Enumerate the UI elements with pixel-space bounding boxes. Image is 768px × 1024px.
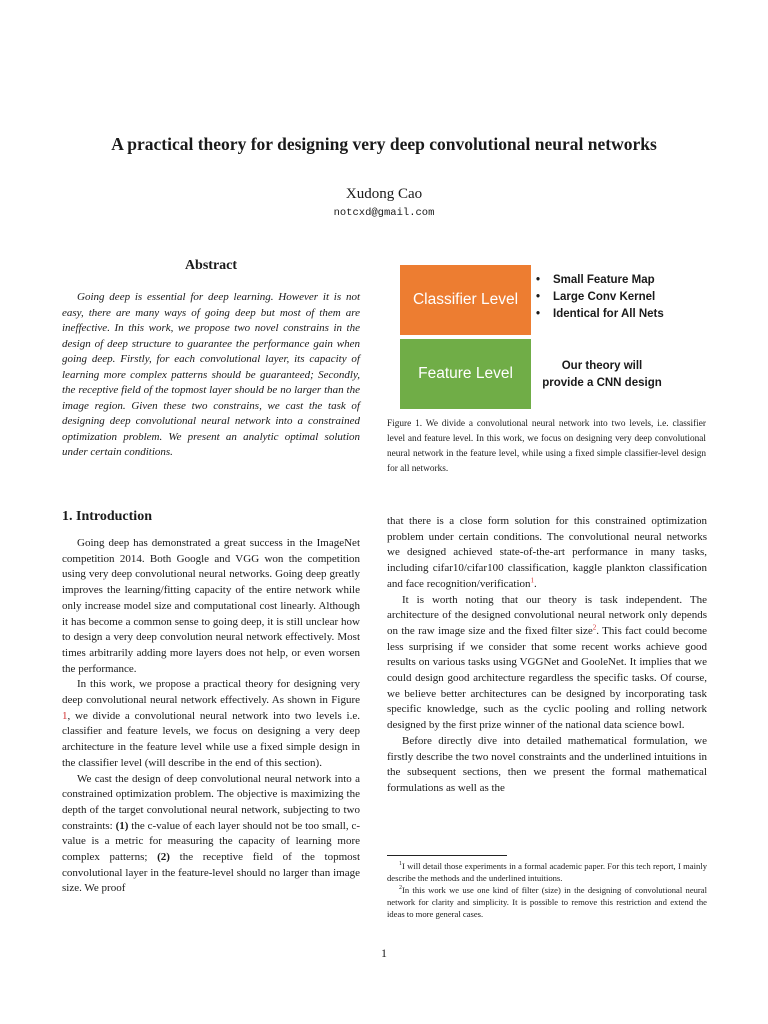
abstract-text: Going deep is essential for deep learning. However it is not easy, there are many ways of going deep but most of them are ineffective. In this work, we propose two novel constrains in the design of deep structure to guarantee the performance gain when going deep. Firstly, for each convolutional layer, its capacity of learning more complex patterns should be guaranteed; Secondly, the receptive field of the topmost layer should be no larger than the image region. Given these two constrains, we cast the task of designing deep convolutional neural network into a constrained optimization problem. We present an analytic optimal solution under certain conditions. <box>62 291 360 458</box>
footnote-1-number: 1 <box>399 861 402 868</box>
figure-1 <box>386 262 706 412</box>
footnote-2-text: In this work we use one kind of filter (size) in the designing of convolutional neural network for clarity and simplicity. It is possible to remove this restriction and extend the ideas to more general cases. <box>387 885 707 919</box>
intro-paragraph-2 <box>62 677 360 771</box>
footnote-divider <box>387 855 507 856</box>
intro-paragraph-5-text-a: It is worth noting that our theory is task independent. The architecture of the designed convolutional neural network only depends on the raw image size and the fixed filter size <box>387 593 707 637</box>
intro-paragraph-1: Going deep has demonstrated a great success in the ImageNet competition 2014. Both Google and VGG won the competition using very deep convolutional neural networks. Going deep greatly improves the learning/fitting capacity of the entire network while only increase model size and computational cost linearly. Although it has become a common sense to going deep, it is still unclear how to design a very deep convolution neural network effectively. Most times arbitrarily adding more layers does not help, or even worsen the performance. <box>62 537 360 675</box>
intro-paragraph-2-text-b: , we divide a convolutional neural network into two levels i.e. classifier and feature levels, we focus on designing a very deep architecture in the feature level while use a fixed simple design in the classifier level (will describe in the end of this section). <box>62 709 360 769</box>
footnotes <box>387 860 707 920</box>
figure-reference-link[interactable]: 1 <box>62 709 68 722</box>
theory-note-line-1: Our theory will <box>561 360 643 372</box>
classifier-level-box: Classifier Level <box>400 265 531 335</box>
bullet-identical-for-all-nets: • Identical for All Nets <box>536 306 706 323</box>
author-email: notcxd@gmail.com <box>333 207 435 219</box>
constraint-2-marker: (2) <box>157 851 170 864</box>
intro-paragraph-4-text-a: that there is a close form solution for this constrained optimization problem under certain conditions. The convolutional neural networks we designed achieved state-of-the-art performance in many tasks, including cifar10/cifar100 classification, kaggle plankton classification and face recognition/verification <box>387 515 707 590</box>
classifier-properties-list <box>536 272 706 323</box>
footnote-1-text: I will detail those experiments in a formal academic paper. For this tech report, I mainly describe the methods and the underlined intuitions. <box>387 861 707 883</box>
feature-level-box: Feature Level <box>400 339 531 409</box>
footnote-1-link[interactable]: 1 <box>530 576 535 585</box>
theory-note-line-2: provide a CNN design <box>542 377 662 389</box>
left-column <box>62 506 360 897</box>
intro-paragraph-4-text-b: . <box>534 577 537 590</box>
author-name: Xudong Cao <box>345 186 423 202</box>
intro-paragraph-2-text-a: In this work, we propose a practical theory for designing very deep convolutional neural network effectively. As shown in Figure <box>62 678 360 707</box>
paper-title: A practical theory for designing very deep convolutional neural networks <box>111 134 657 154</box>
right-column <box>387 514 707 797</box>
page-number: 1 <box>381 946 387 960</box>
intro-paragraph-3 <box>62 772 360 898</box>
footnote-2-number: 2 <box>399 885 402 892</box>
intro-paragraph-3-text-a: We cast the design of deep convolutional neural network into a constrained optimization problem. The objective is maximizing the depth of the target convolutional neural network, subjecting to two constraints: <box>62 772 360 832</box>
abstract-heading: Abstract <box>184 258 238 273</box>
intro-paragraph-3-text-c: the receptive field of the topmost convolutional layer in the feature-level should no larger than image size. We proof <box>62 851 360 895</box>
theory-note <box>538 358 666 392</box>
intro-paragraph-4 <box>387 514 707 593</box>
intro-paragraph-3-text-b: the c-value of each layer should not be too small, c-value is a metric for measuring the capacity of learning more complex patterns; <box>62 819 361 864</box>
bullet-small-feature-map: • Small Feature Map <box>536 272 706 289</box>
bullet-large-conv-kernel: • Large Conv Kernel <box>536 289 706 306</box>
intro-paragraph-6: Before directly dive into detailed mathematical formulation, we firstly describe the two novel constraints and the underlined intuitions in the subsequent sections, then we present the formal mathematical formulations as well as the <box>387 734 707 794</box>
footnote-2 <box>387 884 707 920</box>
footnote-1 <box>387 860 707 884</box>
figure-caption: Figure 1. We divide a convolutional neural network into two levels, i.e. classifier level and feature level. In this work, we focus on designing very deep convolutional neural network in the feature level, while using a fixed simple classifier-level design for all networks. <box>387 419 706 474</box>
intro-paragraph-5-text-b: . This fact could become less surprising if we consider that some recent works achieve good results on various tasks using VGGNet and GooleNet. It implies that we could design good architecture regardless the specific tasks. Of course, we believe better architectures can be designed by incorporating task specific knowledge, such as the cyclic pooling and rolling network designed by the first prize winner of the national data science bowl. <box>387 624 708 732</box>
intro-paragraph-5 <box>387 593 707 734</box>
footnote-2-link[interactable]: 2 <box>592 623 597 632</box>
section-heading-introduction: 1. Introduction <box>62 509 152 524</box>
constraint-1-marker: (1) <box>115 819 129 832</box>
